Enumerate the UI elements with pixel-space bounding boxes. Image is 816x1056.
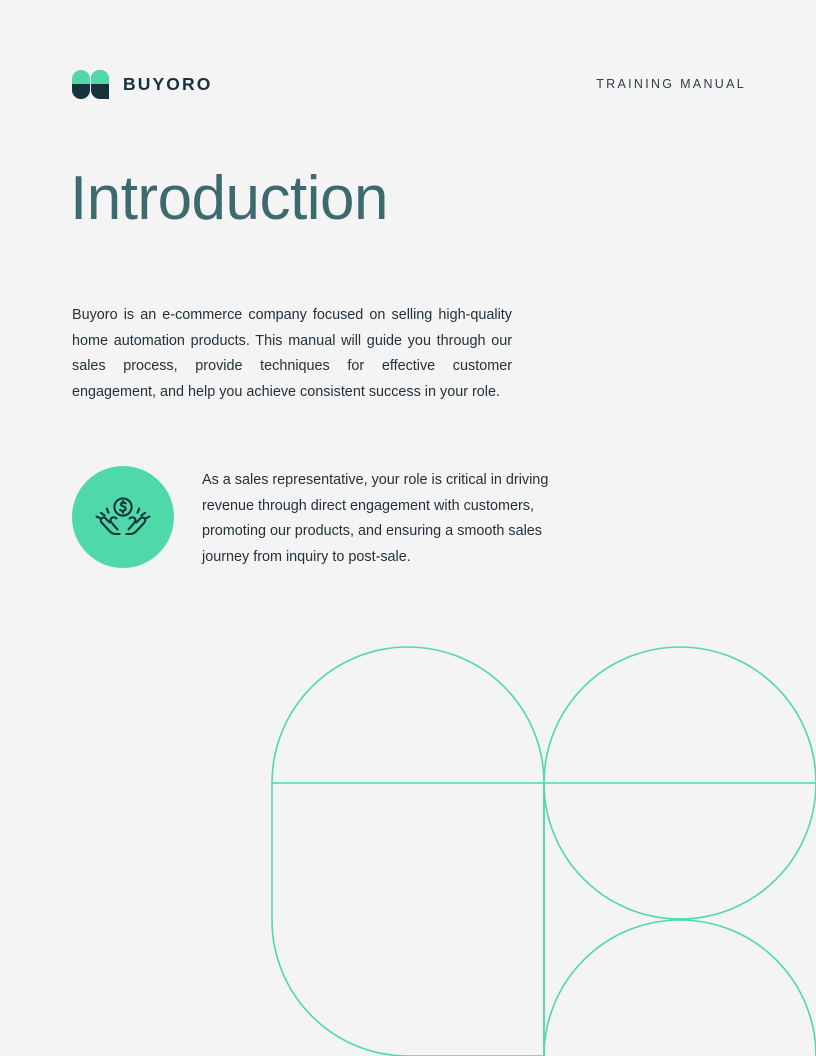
page-title: Introduction bbox=[70, 164, 388, 233]
highlight-text: As a sales representative, your role is critical in driving revenue through direct engagement with customers, promoting our products, and ensuring a smooth sales journey from inquiry to post-sale. bbox=[202, 472, 549, 565]
circles-pattern-decoration bbox=[0, 600, 816, 1056]
page-header bbox=[72, 64, 746, 104]
buyoro-logo-icon bbox=[72, 66, 110, 102]
highlight-block bbox=[72, 466, 572, 570]
highlight-badge bbox=[72, 466, 174, 568]
intro-paragraph: Buyoro is an e-commerce company focused on selling high-quality home automation products. This manual will guide you through our sales process, provide techniques for effective customer engagement, and help you achieve consistent success in your role. bbox=[72, 307, 512, 400]
hands-holding-money-icon bbox=[95, 491, 151, 543]
brand-logo bbox=[72, 66, 212, 102]
header-document-type: TRAINING MANUAL bbox=[596, 77, 746, 91]
brand-name: BUYORO bbox=[123, 73, 213, 94]
